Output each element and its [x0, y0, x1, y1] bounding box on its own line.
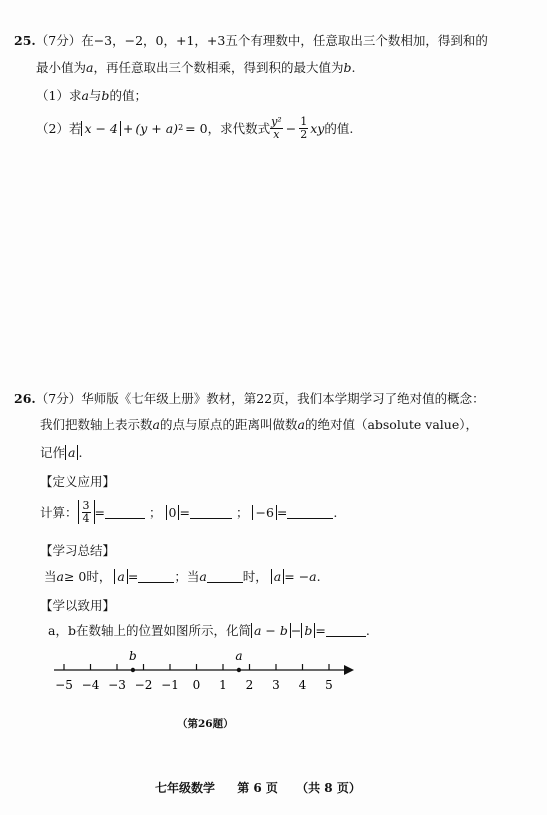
section-application: 【学以致用】	[40, 598, 116, 613]
minus-sign: −	[285, 120, 297, 136]
var-a: a	[81, 88, 89, 103]
tick-label: −1	[161, 678, 179, 692]
sum-cond: ≥ 0时，	[63, 569, 112, 584]
q26-points: （7分）	[35, 391, 82, 406]
q25-part2-label: （2）若	[36, 120, 82, 136]
tick-label: −3	[108, 678, 126, 692]
q25-part2-end: 的值.	[324, 120, 354, 136]
var-a: a	[86, 60, 94, 75]
fraction-y2-over-x	[270, 116, 283, 140]
q25-line2	[36, 60, 355, 75]
answer-blank-3[interactable]	[287, 506, 333, 519]
q26-def-a: 我们把数轴上表示数	[40, 417, 153, 432]
q25-stem-1: 在−3，−2，0，+1，+3五个有理数中，任意取出三个数相加，得到和的	[81, 33, 488, 48]
abs-a: a	[271, 569, 284, 584]
var-a: a	[199, 569, 207, 584]
q26-def-c: 的绝对值（absolute value），	[304, 417, 478, 432]
var-a: a	[56, 569, 64, 584]
frac-num: 1	[300, 115, 308, 128]
footer	[155, 781, 361, 795]
var-b: b	[101, 88, 110, 103]
answer-blank-6[interactable]	[326, 624, 366, 637]
frac-num: 3	[82, 499, 90, 512]
q25-part1	[36, 88, 147, 103]
q25-part2-eq: = 0，求代数式	[185, 120, 271, 136]
paren-expression: (y + a)	[135, 120, 179, 136]
summary-line	[44, 569, 321, 584]
answer-blank-1[interactable]	[105, 506, 145, 519]
calc-line	[40, 500, 337, 524]
abs-a: a	[114, 569, 127, 584]
use-text: a，b在数轴上的位置如图所示，化简	[48, 623, 251, 638]
semicolon: ；	[235, 504, 249, 520]
arrow-head-icon	[344, 665, 354, 675]
q25-number: 25.	[14, 33, 36, 48]
q26-line1	[14, 391, 485, 406]
abs-a-minus-b: a − b	[251, 623, 291, 638]
sum-when2: ；当	[174, 569, 200, 584]
period: .	[78, 445, 83, 460]
point-b-label: b	[129, 650, 137, 663]
frac-den: x	[273, 127, 280, 141]
var-b: b	[343, 60, 352, 75]
tick-label: −4	[81, 678, 100, 692]
period: .	[365, 623, 370, 638]
point-a-dot	[237, 668, 241, 672]
semicolon: ；	[149, 504, 162, 520]
answer-blank-2[interactable]	[190, 506, 232, 519]
calc-label: 计算：	[40, 504, 78, 520]
tick-label: 4	[298, 678, 307, 692]
tick-label: 5	[325, 678, 333, 692]
var-a: a	[297, 417, 305, 432]
q25-part2	[36, 116, 353, 140]
section-definition-application: 【定义应用】	[40, 474, 116, 489]
q26-intro: 华师版《七年级上册》教材，第22页，我们本学期学习了绝对值的概念：	[81, 391, 485, 406]
abs-fraction	[78, 500, 95, 524]
minus-sign: −	[290, 623, 302, 638]
q25-part1-end: 的值；	[109, 88, 147, 103]
q25-stem-2a: 最小值为	[36, 60, 87, 75]
abs-zero: 0	[166, 505, 180, 520]
footer-subject: 七年级数学	[155, 781, 216, 795]
frac-num: y²	[271, 115, 282, 128]
abs-expression: x − 4	[81, 121, 120, 136]
q25-stem-2b: ，再任意取出三个数相乘，得到积的最大值为	[93, 60, 344, 75]
equals: =	[127, 569, 139, 584]
footer-page: 第 6 页	[237, 781, 278, 795]
xy-term: xy	[310, 120, 325, 136]
tick-label: 1	[219, 678, 227, 692]
q26-number: 26.	[14, 391, 36, 406]
sum-when: 当	[44, 569, 57, 584]
plus-sign: +	[122, 120, 134, 136]
frac-den: 2	[300, 127, 308, 141]
use-line	[48, 623, 370, 638]
q25-line1	[14, 33, 488, 48]
equals: =	[94, 504, 105, 520]
sum-then: 时，	[242, 569, 268, 584]
equals: =	[315, 623, 326, 638]
abs-neg6: −6	[252, 505, 276, 520]
fraction-one-half	[299, 116, 308, 140]
q26-line3	[40, 445, 82, 460]
q26-def-b: 的点与原点的距离叫做数	[159, 417, 298, 432]
section-summary: 【学习总结】	[40, 543, 116, 558]
q26-line2	[40, 417, 478, 432]
q25-stem-2-end: .	[351, 60, 356, 75]
point-b-dot	[131, 668, 135, 672]
neg-a: = −a	[284, 569, 317, 584]
number-line	[44, 650, 364, 700]
tick-label: 0	[192, 678, 201, 692]
tick-label: 2	[245, 678, 254, 692]
equals: =	[276, 504, 288, 520]
answer-blank-5[interactable]	[207, 570, 243, 583]
point-a-label: a	[235, 650, 243, 663]
q25-part1-label: （1）求	[36, 88, 82, 103]
tick-label: −2	[134, 678, 153, 692]
tick-label: 3	[272, 678, 280, 692]
q26-notation-label: 记作	[40, 445, 66, 460]
period: .	[316, 569, 321, 584]
q25-part1-mid: 与	[88, 88, 102, 103]
answer-blank-4[interactable]	[138, 570, 174, 583]
exponent: 2	[178, 123, 184, 133]
figure-caption: （第26题）	[177, 718, 234, 730]
frac-den: 4	[82, 511, 90, 525]
abs-a: a	[65, 445, 78, 460]
period: .	[333, 504, 338, 520]
var-a: a	[152, 417, 160, 432]
tick-label: −5	[55, 678, 73, 692]
footer-total: （共 8 页）	[296, 781, 361, 795]
q25-points: （7分）	[35, 33, 82, 48]
equals: =	[179, 504, 190, 520]
abs-b: b	[301, 623, 315, 638]
